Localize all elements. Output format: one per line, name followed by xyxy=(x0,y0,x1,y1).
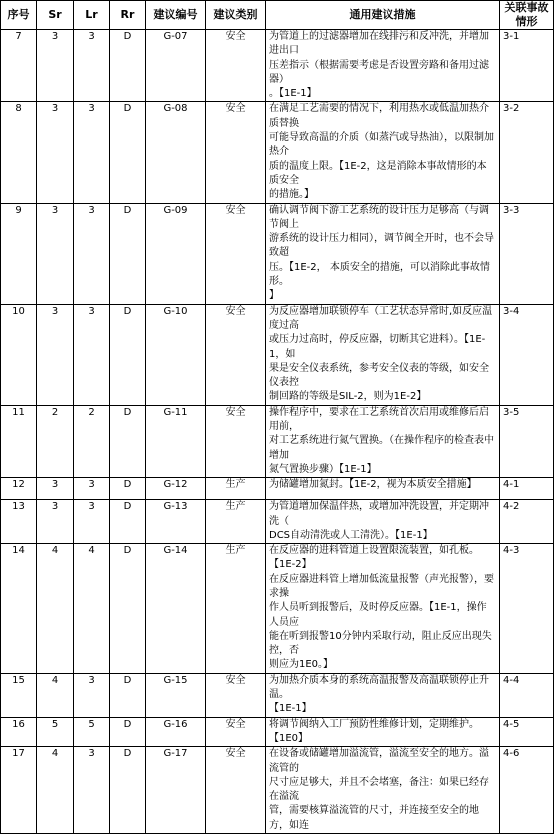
row-sr-cell: 3 xyxy=(37,304,74,405)
row-lr-cell: 4 xyxy=(74,544,110,674)
row-rr-cell: D xyxy=(110,717,146,747)
table-row xyxy=(1,544,554,674)
row-category-cell: 生产 xyxy=(206,500,266,544)
row-category-cell: 安全 xyxy=(206,102,266,203)
row-lr-cell: 2 xyxy=(74,405,110,477)
row-lr-cell: 3 xyxy=(74,102,110,203)
header-seq: 序号 xyxy=(1,1,37,30)
header-related: 关联事故情形 xyxy=(500,1,554,30)
row-rr-cell: D xyxy=(110,102,146,203)
row-code-cell: G-15 xyxy=(146,673,206,717)
row-rr-cell: D xyxy=(110,30,146,102)
row-lr-cell: 5 xyxy=(74,717,110,747)
row-related-cell: 4-1 xyxy=(500,478,554,500)
table-row xyxy=(1,30,554,102)
measure-line: 为反应器增加联锁停车（工艺状态异常时,如反应温度过高 xyxy=(269,305,493,331)
measure-line: 氮气置换步骤）【1E-1】 xyxy=(269,463,377,475)
measure-line: 果是安全仪表系统，参考安全仪表的等级，如安全仪表控 xyxy=(269,362,489,389)
row-lr-cell: 3 xyxy=(74,673,110,717)
row-rr-cell: D xyxy=(110,747,146,834)
measure-line: 在设备或储罐增加溢流管，溢流至安全的地方。溢流管的 xyxy=(269,748,489,774)
row-sr-cell: 4 xyxy=(37,544,74,674)
measure-line: DCS自动清洗或人工清洗）。【1E-1】 xyxy=(269,529,433,541)
header-measure: 通用建议措施 xyxy=(266,1,500,30)
row-code-cell: G-17 xyxy=(146,747,206,834)
row-code-cell: G-16 xyxy=(146,717,206,747)
measure-line: 为加热介质本身的系统高温报警及高温联锁停止升温。 xyxy=(269,674,489,701)
row-measure-cell xyxy=(266,747,500,834)
row-code-cell: G-14 xyxy=(146,544,206,674)
row-lr-cell: 3 xyxy=(74,304,110,405)
row-sr-cell: 3 xyxy=(37,30,74,102)
measure-line: 压差指示（根据需要考虑是否设置旁路和备用过滤器） xyxy=(269,59,489,85)
header-category: 建议类别 xyxy=(206,1,266,30)
measure-line: 尺寸应足够大，并且不会堵塞，备注：如果已经存在溢流 xyxy=(269,776,489,803)
row-measure-cell xyxy=(266,304,500,405)
measure-line: 操作程序中，要求在工艺系统首次启用或维修后启用前， xyxy=(269,406,489,433)
measure-line: 为管道增加保温伴热，或增加冲洗设置，并定期冲洗（ xyxy=(269,501,489,527)
row-related-cell: 4-2 xyxy=(500,500,554,544)
row-rr-cell: D xyxy=(110,405,146,477)
row-measure-cell xyxy=(266,30,500,102)
measure-line: 在反应器进料管上增加低流量报警（声光报警），要求操 xyxy=(269,573,494,599)
measure-line: 或压力过高时，停反应器，切断其它进料）。【1E-1，如 xyxy=(269,334,486,360)
table-row xyxy=(1,304,554,405)
row-related-cell: 3-5 xyxy=(500,405,554,477)
row-sr-cell: 2 xyxy=(37,405,74,477)
row-category-cell: 安全 xyxy=(206,717,266,747)
row-sr-cell: 5 xyxy=(37,717,74,747)
row-seq-cell: 17 xyxy=(1,747,37,834)
row-rr-cell: D xyxy=(110,544,146,674)
row-sr-cell: 3 xyxy=(37,203,74,304)
table-row xyxy=(1,203,554,304)
row-seq-cell: 15 xyxy=(1,673,37,717)
row-rr-cell: D xyxy=(110,673,146,717)
row-category-cell: 生产 xyxy=(206,478,266,500)
row-rr-cell: D xyxy=(110,304,146,405)
row-lr-cell: 3 xyxy=(74,30,110,102)
measure-line: 在反应器的进料管道上设置限流装置，如孔板。【1E-2】 xyxy=(269,545,479,571)
row-seq-cell: 12 xyxy=(1,478,37,500)
row-lr-cell: 3 xyxy=(74,478,110,500)
measure-line: 能在听到报警10分钟内采取行动，阻止反应出现失控，否 xyxy=(269,630,492,657)
row-code-cell: G-12 xyxy=(146,478,206,500)
table-row xyxy=(1,405,554,477)
row-seq-cell: 14 xyxy=(1,544,37,674)
row-sr-cell: 4 xyxy=(37,673,74,717)
row-rr-cell: D xyxy=(110,478,146,500)
measure-line: 在满足工艺需要的情况下，利用热水或低温加热介质替换 xyxy=(269,103,489,129)
table-row xyxy=(1,673,554,717)
row-measure-cell xyxy=(266,673,500,717)
row-related-cell: 3-2 xyxy=(500,102,554,203)
row-lr-cell: 3 xyxy=(74,747,110,834)
measure-line: 为储罐增加氮封。【1E-2，视为本质安全措施】 xyxy=(269,479,477,491)
row-code-cell: G-08 xyxy=(146,102,206,203)
row-related-cell: 4-3 xyxy=(500,544,554,674)
row-sr-cell: 3 xyxy=(37,102,74,203)
table-row xyxy=(1,717,554,747)
row-code-cell: G-10 xyxy=(146,304,206,405)
row-related-cell: 3-4 xyxy=(500,304,554,405)
measure-line: 制回路的等级是SIL-2，则为1E-2】 xyxy=(269,391,427,403)
measure-line: 】 xyxy=(269,290,279,302)
measure-line: 管，需要核算溢流管的尺寸，并连接至安全的地方，如连 xyxy=(269,805,479,831)
row-lr-cell: 3 xyxy=(74,203,110,304)
row-measure-cell xyxy=(266,544,500,674)
row-seq-cell: 9 xyxy=(1,203,37,304)
row-seq-cell: 11 xyxy=(1,405,37,477)
measure-line: 作人员听到报警后，及时停反应器。【1E-1，操作人员应 xyxy=(269,602,487,628)
measure-line: 【1E-1】 xyxy=(269,703,312,715)
measure-line: 游系统的设计压力相同），调节阀全开时，也不会导致超 xyxy=(269,233,494,259)
row-code-cell: G-11 xyxy=(146,405,206,477)
header-code: 建议编号 xyxy=(146,1,206,30)
measure-line: 的措施。】 xyxy=(269,189,314,201)
row-seq-cell: 16 xyxy=(1,717,37,747)
header-lr: Lr xyxy=(74,1,110,30)
row-seq-cell: 8 xyxy=(1,102,37,203)
row-measure-cell xyxy=(266,405,500,477)
row-code-cell: G-09 xyxy=(146,203,206,304)
row-related-cell: 3-1 xyxy=(500,30,554,102)
header-rr: Rr xyxy=(110,1,146,30)
row-category-cell: 安全 xyxy=(206,673,266,717)
row-rr-cell: D xyxy=(110,500,146,544)
row-category-cell: 安全 xyxy=(206,30,266,102)
row-category-cell: 安全 xyxy=(206,203,266,304)
row-category-cell: 安全 xyxy=(206,405,266,477)
row-lr-cell: 3 xyxy=(74,500,110,544)
measure-line: 对工艺系统进行氮气置换。（在操作程序的检查表中增加 xyxy=(269,435,494,461)
row-code-cell: G-07 xyxy=(146,30,206,102)
row-measure-cell xyxy=(266,203,500,304)
measure-line: 质的温度上限。【1E-2，这是消除本事故情形的本质安全 xyxy=(269,160,487,186)
row-sr-cell: 3 xyxy=(37,478,74,500)
row-measure-cell xyxy=(266,102,500,203)
row-related-cell: 4-6 xyxy=(500,747,554,834)
table-row xyxy=(1,500,554,544)
table-row xyxy=(1,747,554,834)
row-category-cell: 安全 xyxy=(206,304,266,405)
row-seq-cell: 13 xyxy=(1,500,37,544)
measure-line: 压。【1E-2， 本质安全的措施，可以消除此事故情形。 xyxy=(269,261,490,288)
header-sr: Sr xyxy=(37,1,74,30)
row-rr-cell: D xyxy=(110,203,146,304)
measure-line: 。【1E-1】 xyxy=(269,88,317,100)
measure-line: 将调节阀纳入工厂预防性维修计划，定期维护。【1E0】 xyxy=(269,718,479,744)
row-related-cell: 3-3 xyxy=(500,203,554,304)
row-category-cell: 生产 xyxy=(206,544,266,674)
row-seq-cell: 7 xyxy=(1,30,37,102)
row-measure-cell xyxy=(266,500,500,544)
measure-line: 则应为1E0。】 xyxy=(269,659,334,671)
table-row xyxy=(1,478,554,500)
measure-line: 为管道上的过滤器增加在线排污和反冲洗，并增加进出口 xyxy=(269,31,489,57)
table-header-row xyxy=(1,1,554,30)
row-related-cell: 4-4 xyxy=(500,673,554,717)
table-row xyxy=(1,102,554,203)
row-category-cell: 安全 xyxy=(206,747,266,834)
measure-line: 确认调节阀下游工艺系统的设计压力足够高（与调节阀上 xyxy=(269,204,489,230)
row-sr-cell: 3 xyxy=(37,500,74,544)
row-seq-cell: 10 xyxy=(1,304,37,405)
row-measure-cell xyxy=(266,478,500,500)
measure-line: 可能导致高温的介质（如蒸汽或导热油），以限制加热介 xyxy=(269,132,494,158)
row-measure-cell xyxy=(266,717,500,747)
row-sr-cell: 4 xyxy=(37,747,74,834)
row-related-cell: 4-5 xyxy=(500,717,554,747)
row-code-cell: G-13 xyxy=(146,500,206,544)
